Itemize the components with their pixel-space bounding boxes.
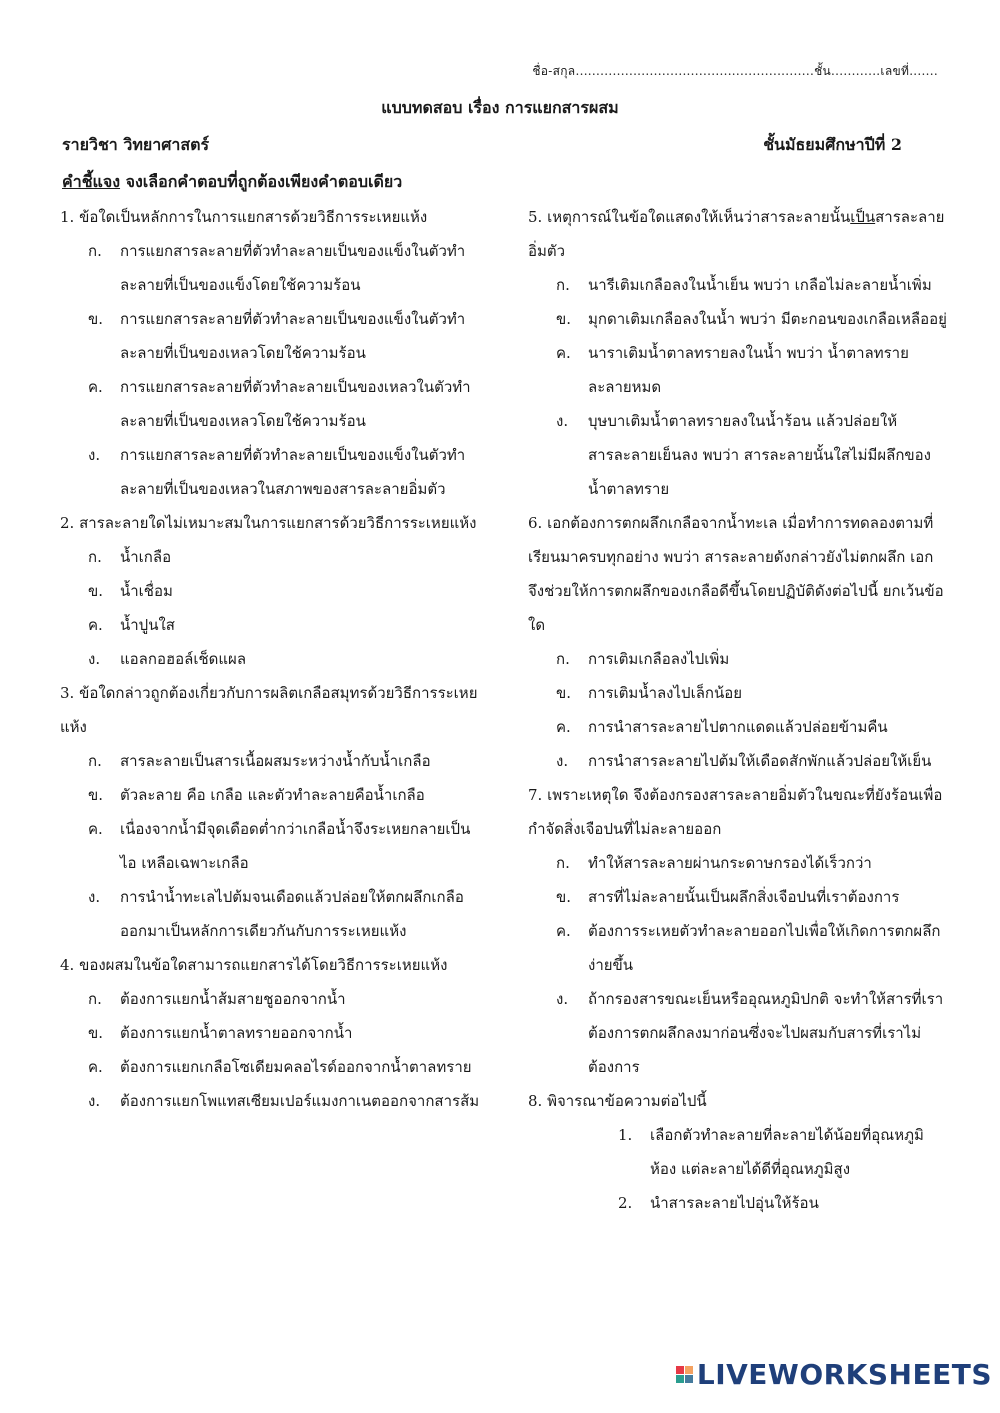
option-mark: ค. xyxy=(88,1058,103,1076)
option-mark: ก. xyxy=(556,650,570,668)
question-text: 1. ข้อใดเป็นหลักการในการแยกสารด้วยวิธีการระเหยแห้ง xyxy=(60,208,428,226)
brand-text: LIVEWORKSHEETS xyxy=(696,1358,992,1391)
option-mark: ข. xyxy=(556,684,572,702)
option-row[interactable] xyxy=(60,608,480,642)
option-mark: ง. xyxy=(88,650,101,668)
option-text: ตัวละลาย คือ เกลือ และตัวทำละลายคือน้ำเกลือ xyxy=(120,786,425,804)
option-text: น้ำเกลือ xyxy=(120,548,172,566)
option-mark: ค. xyxy=(88,616,103,634)
option-text: การแยกสารละลายที่ตัวทำละลายเป็นของแข็งในตัวทำละลายที่เป็นของเหลวโดยใช้ความร้อน xyxy=(120,310,466,362)
question-1 xyxy=(60,200,480,506)
option-row[interactable] xyxy=(528,710,948,744)
option-row[interactable] xyxy=(60,744,480,778)
option-row[interactable] xyxy=(528,302,948,336)
option-text: ต้องการแยกโพแทสเซียมเปอร์แมงกาเนตออกจากสารส้ม xyxy=(120,1092,480,1110)
option-row[interactable] xyxy=(60,812,480,880)
option-row[interactable] xyxy=(60,880,480,948)
option-text: การแยกสารละลายที่ตัวทำละลายเป็นของแข็งในตัวทำละลายที่เป็นของเหลวในสภาพของสารละลายอิ่มตัว xyxy=(120,446,466,498)
instruction-text: จงเลือกคำตอบที่ถูกต้องเพียงคำตอบเดียว xyxy=(120,172,403,191)
question-text: 2. สารละลายใดไม่เหมาะสมในการแยกสารด้วยวิธีการระเหยแห้ง xyxy=(60,514,477,532)
option-mark: ข. xyxy=(556,310,572,328)
question-text xyxy=(528,200,948,268)
option-row[interactable] xyxy=(528,914,948,982)
question-text: 8. พิจารณาข้อความต่อไปนี้ xyxy=(528,1092,707,1110)
option-text: การนำสารละลายไปตากแดดแล้วปล่อยข้ามคืน xyxy=(588,718,888,736)
option-text: ทำให้สารละลายผ่านกระดาษกรองได้เร็วกว่า xyxy=(588,854,872,872)
option-text: การเติมน้ำลงไปเล็กน้อย xyxy=(588,684,743,702)
option-text: ต้องการแยกน้ำส้มสายชูออกจากน้ำ xyxy=(120,990,346,1008)
statement-text: นำสารละลายไปอุ่นให้ร้อน xyxy=(650,1194,819,1212)
option-mark: ข. xyxy=(88,582,104,600)
statement-text: เลือกตัวทำละลายที่ละลายได้น้อยที่อุณหภูมิห้อง แต่ละลายได้ดีที่อุณหภูมิสูง xyxy=(650,1126,924,1178)
option-mark: ค. xyxy=(88,820,103,838)
question-text-part: สารละลายอิ่มตัว xyxy=(528,208,945,260)
question-2 xyxy=(60,506,480,676)
instructions xyxy=(62,170,402,195)
option-text: การแยกสารละลายที่ตัวทำละลายเป็นของแข็งในตัวทำละลายที่เป็นของแข็งโดยใช้ความร้อน xyxy=(120,242,466,294)
option-row[interactable] xyxy=(528,846,948,880)
question-text: 3. ข้อใดกล่าวถูกต้องเกี่ยวกับการผลิตเกลือสมุทรด้วยวิธีการระเหยแห้ง xyxy=(60,684,478,736)
option-mark: ง. xyxy=(556,752,569,770)
question-5 xyxy=(528,200,948,506)
student-name-line: ชื่อ-สกุล..........................................................ชั้น............เลขที่....... xyxy=(532,64,938,78)
grade-label: ชั้นมัธยมศึกษาปีที่ 2 xyxy=(763,135,902,154)
option-mark: ข. xyxy=(88,1024,104,1042)
liveworksheets-logo-icon xyxy=(676,1366,693,1383)
option-mark: ก. xyxy=(88,548,102,566)
option-mark: ค. xyxy=(556,922,571,940)
option-text: สารที่ไม่ละลายนั้นเป็นผลึกสิ่งเจือปนที่เราต้องการ xyxy=(588,888,900,906)
option-row[interactable] xyxy=(528,880,948,914)
option-text: การเติมเกลือลงไปเพิ่ม xyxy=(588,650,730,668)
question-8 xyxy=(528,1084,948,1220)
option-text: นารีเติมเกลือลงในน้ำเย็น พบว่า เกลือไม่ละลายน้ำเพิ่ม xyxy=(588,276,932,294)
option-text: นาราเติมน้ำตาลทรายลงในน้ำ พบว่า น้ำตาลทรายละลายหมด xyxy=(588,344,909,396)
option-text: น้ำปูนใส xyxy=(120,616,175,634)
option-row[interactable] xyxy=(528,744,948,778)
option-row[interactable] xyxy=(528,268,948,302)
option-row[interactable] xyxy=(60,574,480,608)
option-row[interactable] xyxy=(60,1050,480,1084)
option-mark: ก. xyxy=(556,276,570,294)
option-mark: ง. xyxy=(556,990,569,1008)
option-text: การนำน้ำทะเลไปต้มจนเดือดแล้วปล่อยให้ตกผลึกเกลือออกมาเป็นหลักการเดียวกันกับการระเหยแห้ง xyxy=(120,888,464,940)
option-mark: ข. xyxy=(88,786,104,804)
option-text: ต้องการระเหยตัวทำละลายออกไปเพื่อให้เกิดการตกผลึกง่ายขึ้น xyxy=(588,922,941,974)
option-row[interactable] xyxy=(528,676,948,710)
option-text: น้ำเชื่อม xyxy=(120,582,173,600)
question-4 xyxy=(60,948,480,1118)
liveworksheets-logo xyxy=(676,1358,992,1391)
option-row[interactable] xyxy=(60,438,480,506)
option-row[interactable] xyxy=(528,982,948,1084)
question-3 xyxy=(60,676,480,948)
option-mark: ก. xyxy=(556,854,570,872)
option-row[interactable] xyxy=(60,1016,480,1050)
question-6 xyxy=(528,506,948,778)
option-mark: ข. xyxy=(88,310,104,328)
option-mark: ก. xyxy=(88,990,102,1008)
statement-number: 1. xyxy=(618,1126,633,1144)
option-row[interactable] xyxy=(60,234,480,302)
option-mark: ง. xyxy=(88,888,101,906)
option-mark: ง. xyxy=(88,446,101,464)
option-text: แอลกอฮอล์เช็ดแผล xyxy=(120,650,247,668)
option-text: ต้องการแยกน้ำตาลทรายออกจากน้ำ xyxy=(120,1024,353,1042)
question-text: 4. ของผสมในข้อใดสามารถแยกสารได้โดยวิธีการระเหยแห้ง xyxy=(60,956,448,974)
option-text: การแยกสารละลายที่ตัวทำละลายเป็นของเหลวในตัวทำละลายที่เป็นของเหลวโดยใช้ความร้อน xyxy=(120,378,471,430)
option-mark: ก. xyxy=(88,242,102,260)
instruction-label: คำชี้แจง xyxy=(62,172,121,191)
left-column xyxy=(60,200,480,1118)
option-mark: ก. xyxy=(88,752,102,770)
question-7 xyxy=(528,778,948,1084)
option-row[interactable] xyxy=(60,540,480,574)
option-row[interactable] xyxy=(60,1084,480,1118)
statement-number: 2. xyxy=(618,1194,633,1212)
option-text: เนื่องจากน้ำมีจุดเดือดต่ำกว่าเกลือน้ำจึงระเหยกลายเป็นไอ เหลือเฉพาะเกลือ xyxy=(120,820,471,872)
option-mark: ค. xyxy=(556,718,571,736)
option-row[interactable] xyxy=(60,642,480,676)
option-mark: ค. xyxy=(556,344,571,362)
option-text: สารละลายเป็นสารเนื้อผสมระหว่างน้ำกับน้ำเกลือ xyxy=(120,752,431,770)
option-text: บุษบาเติมน้ำตาลทรายลงในน้ำร้อน แล้วปล่อยให้สารละลายเย็นลง พบว่า สารละลายนั้นใสไม่มีผลึกของน้ำตาลทราย xyxy=(588,412,932,498)
right-column xyxy=(528,200,948,1220)
option-text: ถ้ากรองสารขณะเย็นหรืออุณหภูมิปกติ จะทำให้สารที่เราต้องการตกผลึกลงมาก่อนซึ่งจะไปผสมกับสารที่เราไม่ต้องการ xyxy=(588,990,944,1076)
option-row[interactable] xyxy=(60,982,480,1016)
option-row[interactable] xyxy=(60,778,480,812)
page-title: แบบทดสอบ เรื่อง การแยกสารผสม xyxy=(381,98,619,117)
question-text-part: 5. เหตุการณ์ในข้อใดแสดงให้เห็นว่าสารละลายนั้น xyxy=(528,208,851,226)
option-row[interactable] xyxy=(60,302,480,370)
option-row[interactable] xyxy=(528,642,948,676)
statement-row xyxy=(528,1118,948,1186)
option-text: การนำสารละลายไปต้มให้เดือดสักพักแล้วปล่อยให้เย็น xyxy=(588,752,932,770)
option-row[interactable] xyxy=(528,404,948,506)
question-text: 7. เพราะเหตุใด จึงต้องกรองสารละลายอิ่มตัวในขณะที่ยังร้อนเพื่อกำจัดสิ่งเจือปนที่ไม่ละลายออก xyxy=(528,786,943,838)
option-mark: ข. xyxy=(556,888,572,906)
option-text: มุกดาเติมเกลือลงในน้ำ พบว่า มีตะกอนของเกลือเหลืออยู่ xyxy=(588,310,947,328)
option-mark: ง. xyxy=(556,412,569,430)
statement-row xyxy=(528,1186,948,1220)
question-emphasis: เป็น xyxy=(850,208,876,226)
question-text: 6. เอกต้องการตกผลึกเกลือจากน้ำทะเล เมื่อทำการทดลองตามที่เรียนมาครบทุกอย่าง พบว่า สารละลายดังกล่าวยังไม่ตกผลึก เอกจึงช่วยให้การตกผลึกของเกลือดีขึ้นโดยปฏิบัติดังต่อไปนี้ ยกเว้นข้อใด xyxy=(528,514,944,634)
option-text: ต้องการแยกเกลือโซเดียมคลอไรด์ออกจากน้ำตาลทราย xyxy=(120,1058,472,1076)
option-mark: ค. xyxy=(88,378,103,396)
option-row[interactable] xyxy=(528,336,948,404)
option-mark: ง. xyxy=(88,1092,101,1110)
subject-label: รายวิชา วิทยาศาสตร์ xyxy=(62,135,210,154)
option-row[interactable] xyxy=(60,370,480,438)
